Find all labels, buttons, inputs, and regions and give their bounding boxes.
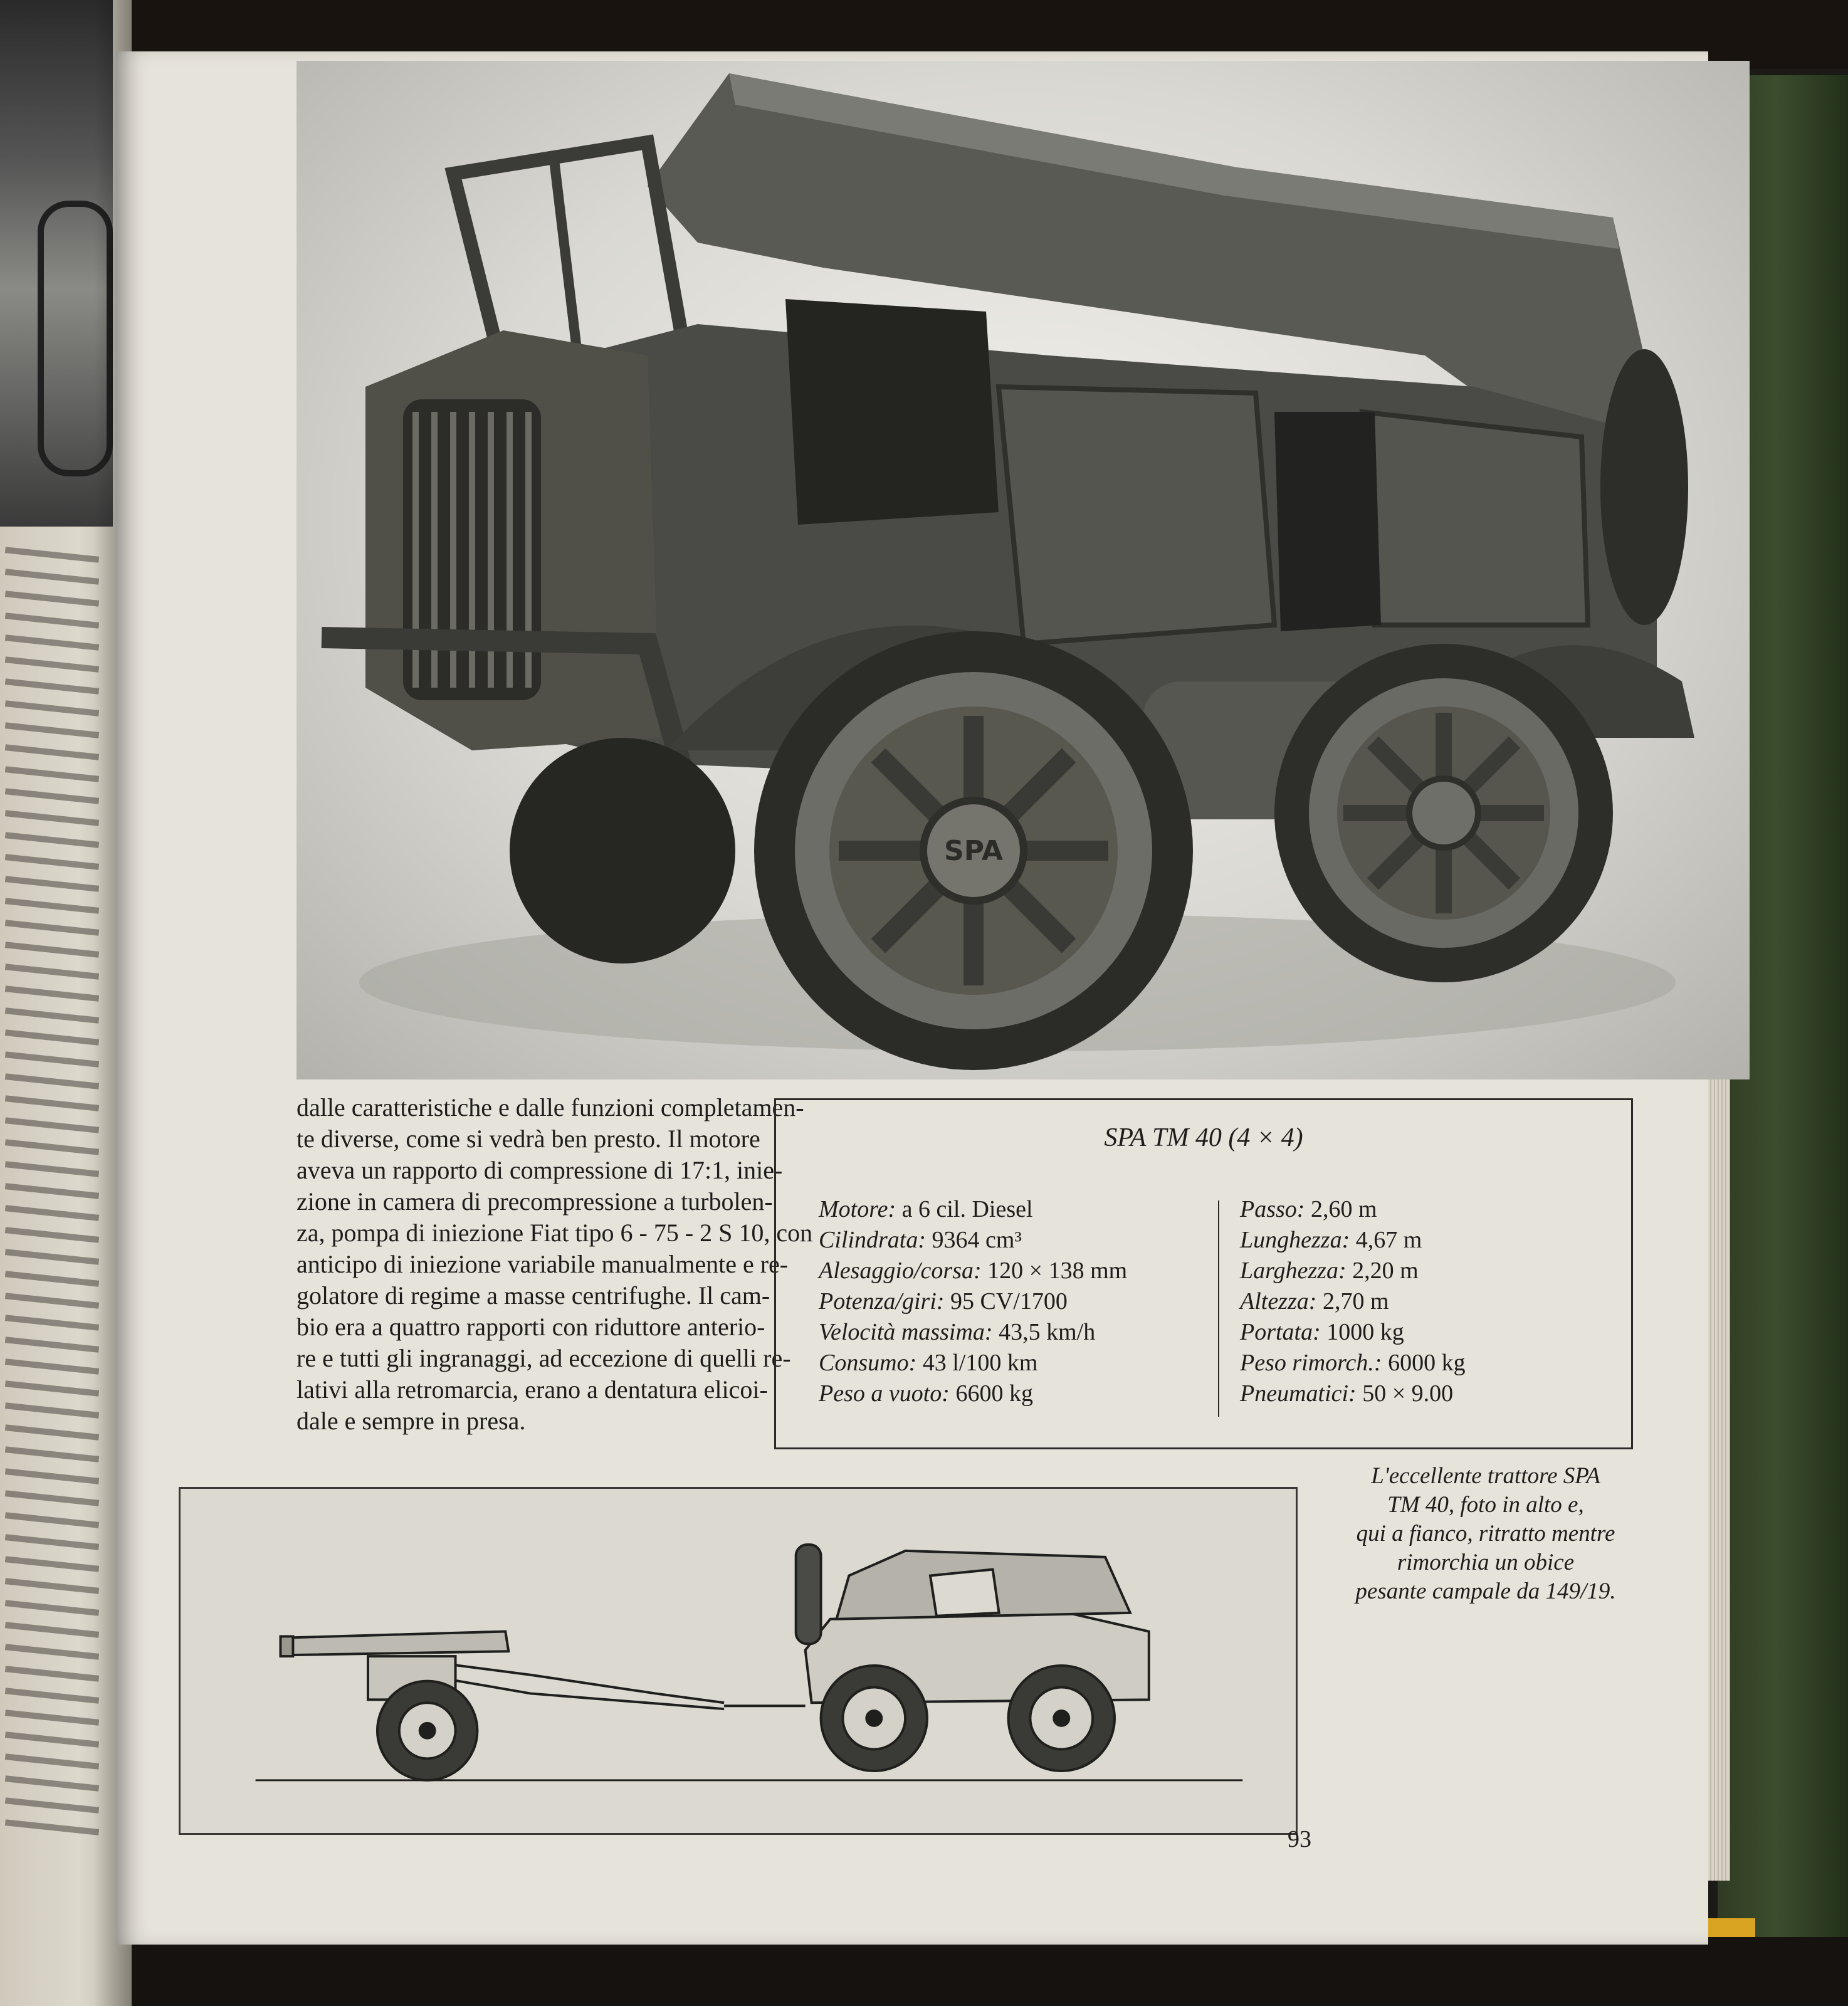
spec-key: Portata: [1240,1319,1321,1345]
spec-key: Motore: [819,1196,896,1222]
spec-box [774,1098,1633,1449]
text-line: za, pompa di iniezione Fiat tipo 6 - 75 - 2 S 10, con [297,1219,813,1247]
spec-row [819,1256,1127,1286]
hub-lettering: SPA [944,835,1003,867]
spec-row [1240,1225,1466,1256]
spec-key: Altezza: [1240,1288,1317,1315]
spec-key: Cilindrata: [819,1227,927,1253]
spec-value: 6000 kg [1388,1350,1466,1376]
spec-column-right [1240,1194,1466,1409]
caption-line: rimorchia un obice [1397,1550,1575,1575]
figure-caption [1316,1462,1655,1606]
spec-row [1240,1378,1466,1409]
spec-row [1240,1194,1466,1225]
spec-row [819,1286,1127,1317]
spec-key: Consumo: [819,1350,917,1376]
spec-value: 50 × 9.00 [1362,1380,1454,1407]
caption-line: qui a fianco, ritratto mentre [1356,1521,1615,1547]
spec-value: 43 l/100 km [922,1350,1038,1376]
spec-key: Larghezza: [1240,1258,1347,1284]
spec-value: 6600 kg [955,1380,1033,1407]
text-line: anticipo di iniezione variabile manualmente e re- [297,1250,789,1278]
text-line: lativi alla retromarcia, erano a dentatura elicoi- [297,1375,768,1404]
spec-row [819,1317,1127,1348]
spec-value: 2,70 m [1322,1288,1389,1315]
caption-line: L'eccellente trattore SPA [1371,1463,1600,1489]
body-text [297,1092,842,1437]
facing-page-text [5,552,99,1846]
spec-key: Alesaggio/corsa: [819,1258,982,1284]
text-line: dalle caratteristiche e dalle funzioni completamen- [297,1093,804,1121]
text-line: golatore di regime a masse centrifughe. Il cam- [297,1281,770,1310]
spec-column-left [819,1194,1127,1409]
text-line: aveva un rapporto di compressione di 17:1, inie- [297,1156,783,1184]
spec-value: 9364 cm³ [932,1227,1022,1253]
page-number: 93 [1288,1826,1311,1852]
caption-line: TM 40, foto in alto e, [1387,1492,1584,1518]
spec-key: Peso rimorch.: [1240,1350,1382,1376]
spec-row [819,1225,1127,1256]
spec-value: 120 × 138 mm [987,1258,1128,1284]
desk-background-bottom [0,1937,1848,2006]
spec-row [1240,1317,1466,1348]
text-line: re e tutti gli ingranaggi, ad eccezione di quelli re- [297,1344,791,1372]
spec-row [1240,1256,1466,1286]
truck-photo [297,61,1750,1079]
facing-page [0,0,132,2006]
spec-value: a 6 cil. Diesel [901,1196,1033,1222]
spec-key: Pneumatici: [1240,1380,1357,1407]
spec-title: SPA TM 40 (4 × 4) [1104,1123,1303,1152]
text-line: te diverse, come si vedrà ben presto. Il motore [297,1125,760,1153]
spec-value: 2,20 m [1352,1258,1419,1284]
spec-row [819,1378,1127,1409]
text-line: zione in camera di precompressione a turbolen- [297,1187,773,1216]
spec-divider [1218,1200,1219,1417]
spec-row [1240,1348,1466,1378]
tractor-howitzer-drawing [179,1487,1298,1835]
spec-key: Potenza/giri: [819,1288,945,1315]
spec-value: 43,5 km/h [999,1319,1096,1345]
spec-value: 4,67 m [1355,1227,1422,1253]
spec-value: 1000 kg [1326,1319,1404,1345]
text-line: dale e sempre in presa. [297,1407,526,1435]
spec-key: Peso a vuoto: [819,1380,950,1407]
book-page [116,51,1708,1945]
spec-row [819,1194,1127,1225]
text-line: bio era a quattro rapporti con riduttore anterio- [297,1313,765,1341]
spec-value: 2,60 m [1310,1196,1377,1222]
spec-key: Velocità massima: [819,1319,993,1345]
spec-key: Lunghezza: [1240,1227,1350,1253]
spec-key: Passo: [1240,1196,1305,1222]
spec-value: 95 CV/1700 [950,1288,1068,1315]
spec-row [1240,1286,1466,1317]
spec-row [819,1348,1127,1378]
caption-line: pesante campale da 149/19. [1355,1578,1616,1604]
